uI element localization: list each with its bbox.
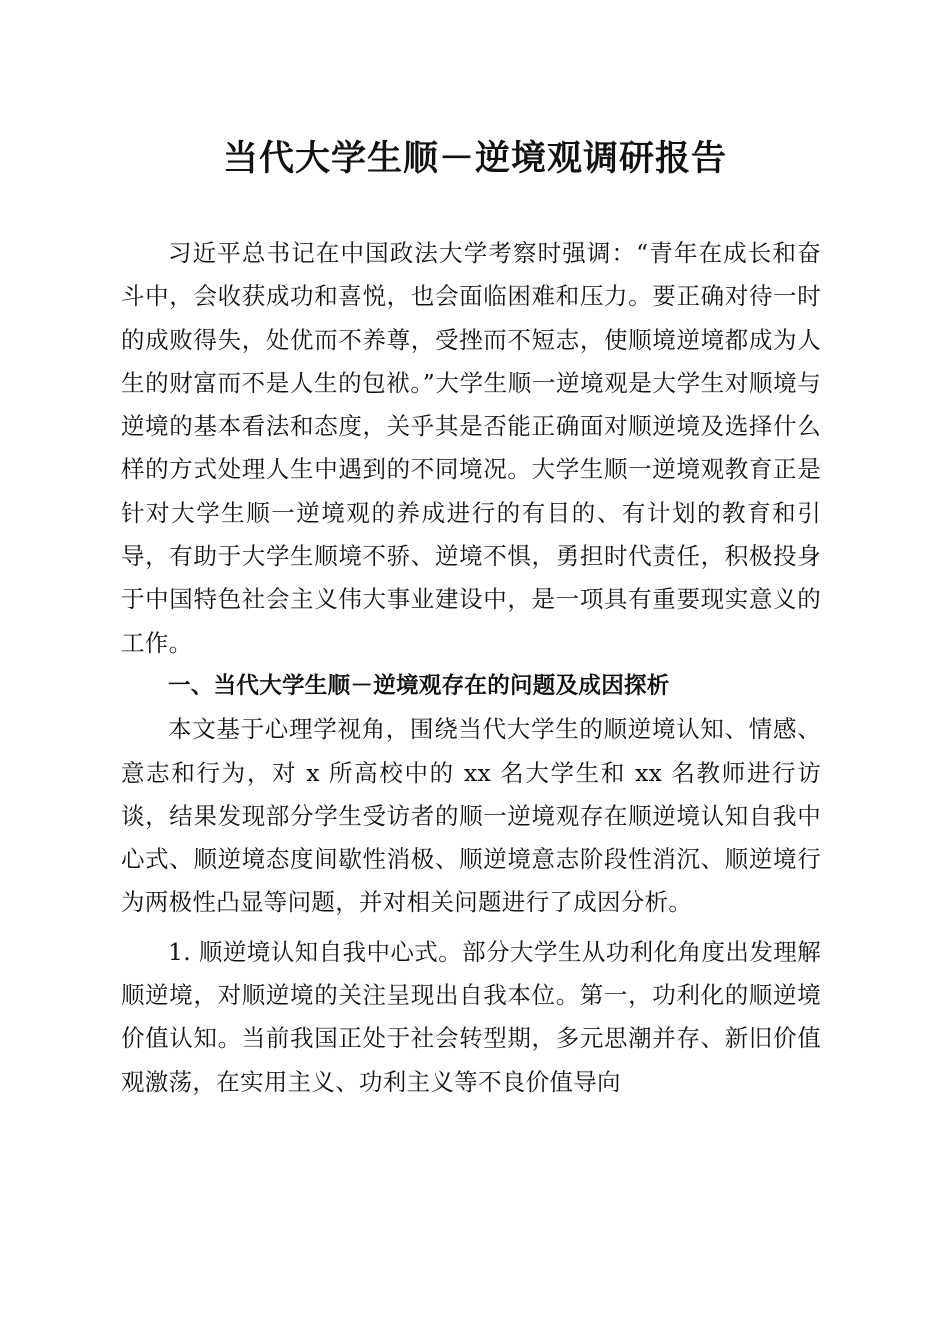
intro-paragraph: 习近平总书记在中国政法大学考察时强调：“青年在成长和奋斗中，会收获成功和喜悦，也会面临困难和压力。要正确对待一时的成败得失，处优而不养尊，受挫而不短志，使顺境逆境都成为人生的财富而不是人生的包袱。”大学生顺一逆境观是大学生对顺境与逆境的基本看法和态度，关乎其是否能正确面对顺逆境及选择什么样的方式处理人生中遇到的不同境况。大学生顺一逆境观教育正是针对大学生顺一逆境观的养成进行的有目的、有计划的教育和引导，有助于大学生顺境不骄、逆境不惧，勇担时代责任，积极投身于中国特色社会主义伟大事业建设中，是一项具有重要现实意义的工作。 xyxy=(121,239,821,657)
document-body xyxy=(121,232,821,1104)
section-paragraph-2: 1. 顺逆境认知自我中心式。部分大学生从功利化角度出发理解顺逆境，对顺逆境的关注呈现出自我本位。第一，功利化的顺逆境价值认知。当前我国正处于社会转型期，多元思潮并存、新旧价值观激荡，在实用主义、功利主义等不良价值导向 xyxy=(121,937,821,1096)
section-paragraph-1: 本文基于心理学视角，围绕当代大学生的顺逆境认知、情感、意志和行为，对 x 所高校中的 xx 名大学生和 xx 名教师进行访谈，结果发现部分学生受访者的顺一逆境观存在顺逆境认知自我中心式、顺逆境态度间歇性消极、顺逆境意志阶段性消沉、顺逆境行为两极性凸显等问题，并对相关问题进行了成因分析。 xyxy=(121,715,821,917)
section-heading: 一、当代大学生顺－逆境观存在的问题及成因探析 xyxy=(168,672,670,699)
document-title: 当代大学生顺－逆境观调研报告 xyxy=(222,139,727,179)
